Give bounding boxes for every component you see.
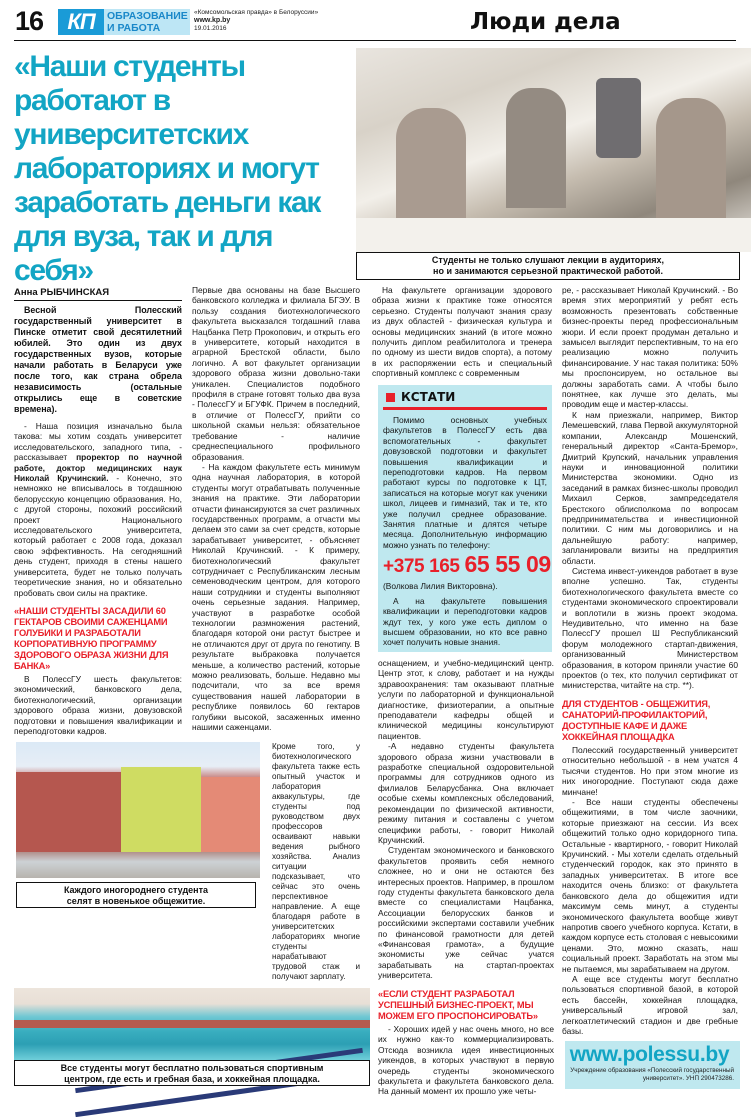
university-advert bbox=[565, 1041, 740, 1089]
rubric-line-2: И РАБОТА bbox=[107, 22, 161, 34]
photo-caption-pool bbox=[14, 1060, 370, 1086]
photo-dormitory bbox=[16, 742, 260, 878]
photo-rowing-pool bbox=[14, 988, 370, 1060]
body-column-4-cont: Полесский государственный университет относительно небольшой - в нем учатся 4 тысячи студентов. Но при этом многие из них иногородние. Поступают сюда даже минчане! - Все наши студенты обеспечены общежитиями, в том числе заочники, которые приезжают на сессии. Из всех общежитий только одно коридорного типа. Остальные - квартирного, - говорит Николай Кручинский. - Мы хотели сделать отдельный студенческий городок, как это принято в западных университетах. В итоге все находится очень близко: от факультета банковского дела до общежития идти максимум семь минут, а студенты экономического факультета вообще живут напротив своего учебного корпуса. Кстати, в каждом корпусе есть столовая с невысокими ценами. Это, можно сказать, наш социальный проект. Заработать на этом мы не пытаемся, мы зарабатываем на другом. А еще все студенты могут бесплатно пользоваться спортивной базой, в которой есть бассейн, хоккейная площадка, универсальный игровой зал, легкоатлетический стадион и две гребные базы. bbox=[562, 745, 738, 1036]
caption-line: Все студенты могут бесплатно пользоваться спортивным bbox=[60, 1063, 324, 1073]
subheading-blueberry: «НАШИ СТУДЕНТЫ ЗАСАДИЛИ 60 ГЕКТАРОВ СВОИМИ САЖЕНЦАМИ ГОЛУБИКИ И РАЗРАБОТАЛИ КОРПОРАТИВНУЮ ПРОГРАММУ ЗДОРОВОГО ОБРАЗА ЖИЗНИ ДЛЯ БАНКА» bbox=[14, 606, 169, 671]
body-column-1-cont: В ПолессГУ шесть факультетов: экономический, банковского дела, биотехнологический, организации здорового образа жизни, довузовской подготовки и повышения квалификации и переподготовки кадров. bbox=[14, 674, 182, 737]
sidebar-kstati bbox=[378, 385, 552, 652]
headline: «Наши студенты работают в университетских лабораториях и могут заработать деньги как для вуза, так и для себя» bbox=[14, 50, 321, 287]
rubric-line-1: ОБРАЗОВАНИЕ bbox=[107, 10, 188, 22]
masthead bbox=[194, 9, 394, 33]
page-number: 16 bbox=[15, 6, 44, 36]
section-title: Люди дела bbox=[470, 9, 621, 35]
caption-line: Каждого иногороднего студента bbox=[63, 885, 209, 895]
body-column-4: ре, - рассказывает Николай Кручинский. - Во время этих мероприятий у ребят есть возможность презентовать собственные бизнес-проекты перед профессиональным жюри. И если проект продуман детально и замысел выглядит перспективным, то на его реализацию можно получить финансирование. У нас такая политика: 50% мы проспонсируем, но остальное вы должны заработать сами. А чтобы было понятнее, как лучше это делать, мы проводим еще и мастер-классы. К нам приезжали, например, Виктор Лемешевский, глава Первой аккумуляторной компании, Александр Мошенский, генеральный директор «Санта-Бремор», Дмитрий Крупский, начальник управления науки и инновационной политики Министерства экономики. Одно из заседаний в рамках бизнес-школы проводил Михаил Серков, зампредседателя Брестского облисполкома по вопросам предпринимательства и инвестиционной политики. С ним мы договорились и на дальнейшую работу: например, запланировали визиты на предприятия области. Система инвест-уикендов работает в вузе вполне успешно. Так, студенты биотехнологического факультета вместе со студентами экономического спроектировали и воплотили в жизнь проект экодома. Неудивительно, что именно на базе ПолессГУ прошел Ш Республиканский форум молодежного стартап-движения, организованный Министерством образования, в котором приняли участие 60 проектов (о тех, кто получил сертификат от министерства, читайте на стр. **). bbox=[562, 285, 738, 691]
subheading-business-project: «ЕСЛИ СТУДЕНТ РАЗРАБОТАЛ УСПЕШНЫЙ БИЗНЕС-ПРОЕКТ, МЫ МОЖЕМ ЕГО ПРОСПОНСИРОВАТЬ» bbox=[378, 989, 538, 1021]
body-column-1: - Наша позиция изначально была такова: мы хотим создать университет исследовательского, западного типа, - рассказывает проректор по научной работе, доктор медицинских наук Николай Кручинский. - Конечно, это немножко не вписывалось в тогдашнюю белорусскую концепцию образования. Но, с другой стороны, похожий российский проект Национального исследовательского университета, который работает с 2008 года, доказал свою эффективность. На сегодняшний день студент, приходя в стены нашего университета, будет не только получать теоретические знания, но и обязательно пробовать свои силы на практике. bbox=[14, 421, 182, 598]
caption-line: селят в новенькое общежитие. bbox=[66, 896, 206, 906]
sidebar-title: КСТАТИ bbox=[401, 390, 456, 404]
body-column-2-wrap: Кроме того, у биотехнологического факультета также есть опытный участок и лаборатория аквакультуры, где студенты под руководством двух профессоров осваивают навыки ведения рыбного хозяйства. Анализ ситуации подсказывает, что сейчас это очень перспективное направление. А еще благодаря работе в университетских лабораториях многие студенты нарабатывают трудовой стаж и получают зарплату. bbox=[272, 742, 360, 981]
header-divider bbox=[14, 40, 736, 41]
caption-line: центром, где есть и гребная база, и хоккейная площадка. bbox=[64, 1074, 320, 1084]
contact-person: (Волкова Лилия Викторовна). bbox=[383, 581, 498, 592]
body-column-2: Первые два основаны на базе Высшего банковского колледжа и филиала БГЭУ. В пользу создания биотехнологического факультета высказался тогдашний глава Нацбанка Петр Прокопович, и открыть его в университете, который находится в аграрной Брестской области, было логично. А вот факультет организации здорового образа жизни довольно-таки уникален. Специалистов подобного профиля в стране готовят только два вуза - ПолессГУ и БГУФК. Причем в последний, в отличие от ПолессГУ, прийти со школьной скамьи нельзя: обязательное требование - наличие среднеспециального профильного образования. - На каждом факультете есть минимум одна научная лаборатория, в которой студенты могут отрабатывать полученные знания на практике. Эти лаборатории отчасти финансируются за счет различных государственных программ, а отчасти мы делаем это сами за счет средств, которые зарабатывает университет, - объясняет Николай Кручинский. - К примеру, биотехнологический факультет сотрудничает с Республиканским лесным семеноводческим центром, для которого наши сотрудники и студенты выполняют очень серьезные задания. Например, участвуют в разработке особой технологии размножения растений, благодаря которой они растут быстрее и не отличаются друг от друга по генотипу. В результате выбраковка получается меньше, а количество растений, которые можно реализовать, больше. Недавно мы подсчитали, что за все время существования нашей лаборатории в республике появилось 60 гектаров голубики высокой, засаженных именно нашими саженцами. bbox=[192, 285, 360, 733]
phone-number[interactable]: +375 165 65 55 09 bbox=[383, 551, 551, 578]
photo-caption-dorm bbox=[16, 882, 256, 908]
sidebar-body: Помимо основных учебных факультетов в ПолессГУ есть два вспомогательных - факультет довузовской подготовки и факультет повышения квалификации и переподготовки кадров. На первом работают курсы по подготовке к ЦТ, записаться на которые могут как ученики школ, лицеев и гимназий, так и те, кто уже получил среднее образование. Занятия платные и длятся четыре месяца. Дополнительную информацию можно узнать по телефону: +375 165 65 55 09 (Волкова Лилия Викторовна). А на факультете повышения квалификации и переподготовки кадров ждут тех, у кого уже есть диплом о высшем образовании, но кто все равно хочет получить новые знания. bbox=[383, 415, 551, 648]
subheading-dormitories: ДЛЯ СТУДЕНТОВ - ОБЩЕЖИТИЯ, САНАТОРИЙ-ПРОФИЛАКТОРИЙ, ДОСТУПНЫЕ КАФЕ И ДАЖЕ ХОККЕЙНАЯ ПЛОЩАДКА bbox=[562, 699, 711, 742]
photo-lab-students-microscopes bbox=[356, 48, 751, 252]
body-column-3: На факультете организации здорового образа жизни к практике тоже относятся серьезно. Студенты получают знания сразу из двух областей - физическая культура и основы медицинских знаний (в итоге можно получить диплом реабилитолога и тренера по одному из шести видов спорта), а потому в их распоряжении есть и специальный спортивный комплекс с современным bbox=[372, 285, 552, 379]
body-column-3-cont: оснащением, и учебно-медицинский центр. Центр этот, к слову, работает и на нужды здравоохранения: там оказывают платные услуги по лабораторной и функциональной диагностике, физиотерапии, а опытные преподаватели кафедры общей и клинической медицины консультируют пациентов. -А недавно студенты факультета здорового образа жизни участвовали в разработке специальной оздоровительной программы для сотрудников одного из филиалов Беларусбанка. Она включает особые схемы комплексных обследований, рекомендации по физической активности, режиму питания и составлены с учетом специфики работы, - говорит Николай Кручинский. Студентам экономического и банковского факультетов проявить себя немного сложнее, но и они не остаются без интересных проектов. Например, в прошлом году студенты факультета банковского дела вместе со специалистами Нацбанка, Ассоциации белорусских банков и российскими экспертами составили учебник по финансовой грамотности для детей «Финансовая грамота», а будущие экономисты уже сейчас учатся зарабатывать на стартап-проектах университета. bbox=[378, 658, 554, 981]
advert-legal-note: Учреждение образования «Полесский государственный университет». УНП 290473286. bbox=[570, 1067, 734, 1082]
sidebar-header bbox=[383, 390, 547, 410]
byline: Анна РЫБЧИНСКАЯ bbox=[14, 287, 182, 301]
university-website-link[interactable]: www.polessu.by bbox=[569, 1043, 730, 1066]
body-column-3-end: - Хороших идей у нас очень много, но все их нужно как-то коммерциализировать. Отсюда возникла идея инвестиционных уикендов, в которых участвуют в первую очередь студенты экономического факультета и факультета банковского дела. На данный момент их прошло уже четы- bbox=[378, 1024, 554, 1097]
rubric-label bbox=[104, 9, 190, 35]
publication-name: «Комсомольская правда» в Белоруссии» bbox=[194, 9, 319, 16]
kp-logo: КП bbox=[58, 9, 104, 35]
issue-date: 19.01.2016 bbox=[194, 25, 227, 32]
caption-line: Студенты не только слушают лекции в аудиториях, bbox=[431, 255, 665, 265]
red-square-icon bbox=[386, 393, 395, 402]
lead-paragraph: Весной Полесский государственный университет в Пинске отметит свой десятилетний юбилей. Это один из двух государственных вузов, которые начали работать в Беларуси уже после того, как страна обрела независимость (остальные открылись еще в советские времена). bbox=[14, 305, 182, 414]
caption-line: но и занимаются серьезной практической работой. bbox=[433, 266, 663, 276]
website-link[interactable]: www.kp.by bbox=[194, 17, 231, 24]
photo-caption-lab bbox=[356, 252, 740, 280]
